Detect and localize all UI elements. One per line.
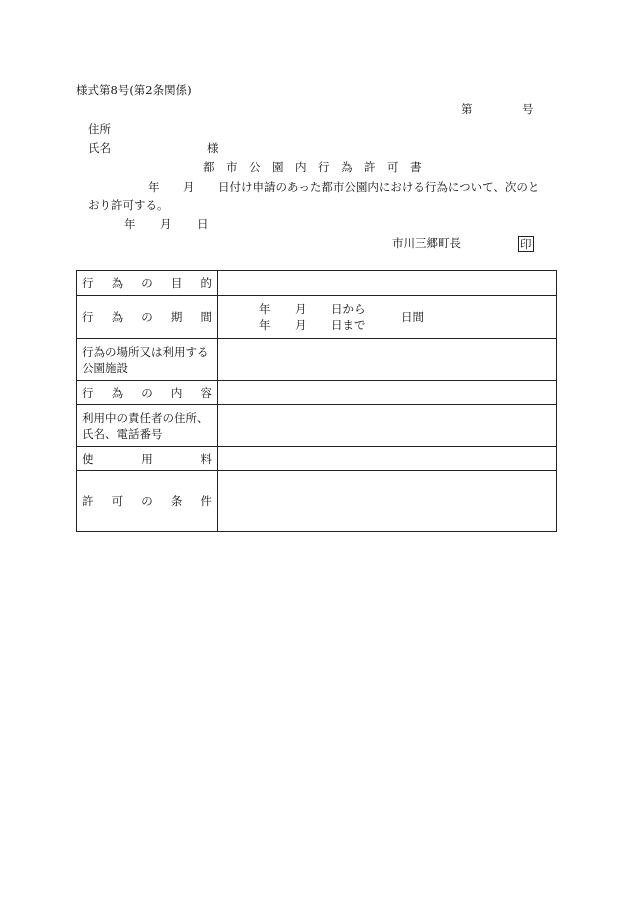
issue-month: 月 xyxy=(160,217,172,231)
issuer-name: 市川三郷町長 xyxy=(392,236,461,250)
body-year: 年 xyxy=(148,180,160,194)
table-row xyxy=(77,447,557,471)
place-label: 行為の場所又は利用する公園施設 xyxy=(77,339,218,381)
document-title: 都 市 公 園 内 行 為 許 可 書 xyxy=(203,160,422,174)
table-row xyxy=(77,296,557,339)
table-row xyxy=(77,339,557,381)
body-text-line-2: おり許可する。 xyxy=(88,198,169,212)
conditions-value xyxy=(218,471,557,532)
seal-mark: 印 xyxy=(520,237,532,251)
table-row xyxy=(77,471,557,532)
purpose-label: 行 為 の 目 的 xyxy=(77,271,218,296)
period-label: 行 為 の 期 間 xyxy=(77,296,218,339)
table-row xyxy=(77,271,557,296)
purpose-value xyxy=(218,271,557,296)
table-row xyxy=(77,405,557,447)
fee-label: 使 用 料 xyxy=(77,447,218,471)
permit-table xyxy=(76,270,557,532)
number-dai-label: 第 xyxy=(461,102,473,116)
period-value: 年 月 日から 年 月 日まで 日間 xyxy=(218,296,557,339)
table-row xyxy=(77,381,557,405)
content-value xyxy=(218,381,557,405)
place-value xyxy=(218,339,557,381)
issue-year: 年 xyxy=(124,217,136,231)
number-go-label: 号 xyxy=(522,102,534,116)
form-number: 様式第8号(第2条関係) xyxy=(76,83,192,97)
fee-value xyxy=(218,447,557,471)
address-label: 住所 xyxy=(88,122,111,136)
content-label: 行 為 の 内 容 xyxy=(77,381,218,405)
body-text-line-1: 日付け申請のあった都市公園内における行為について、次のと xyxy=(218,180,540,194)
responsible-label: 利用中の責任者の住所、氏名、電話番号 xyxy=(77,405,218,447)
sama-label: 様 xyxy=(207,141,219,155)
body-month: 月 xyxy=(183,180,195,194)
responsible-value xyxy=(218,405,557,447)
name-label: 氏名 xyxy=(88,141,111,155)
issue-day: 日 xyxy=(197,217,209,231)
conditions-label: 許 可 の 条 件 xyxy=(77,471,218,532)
